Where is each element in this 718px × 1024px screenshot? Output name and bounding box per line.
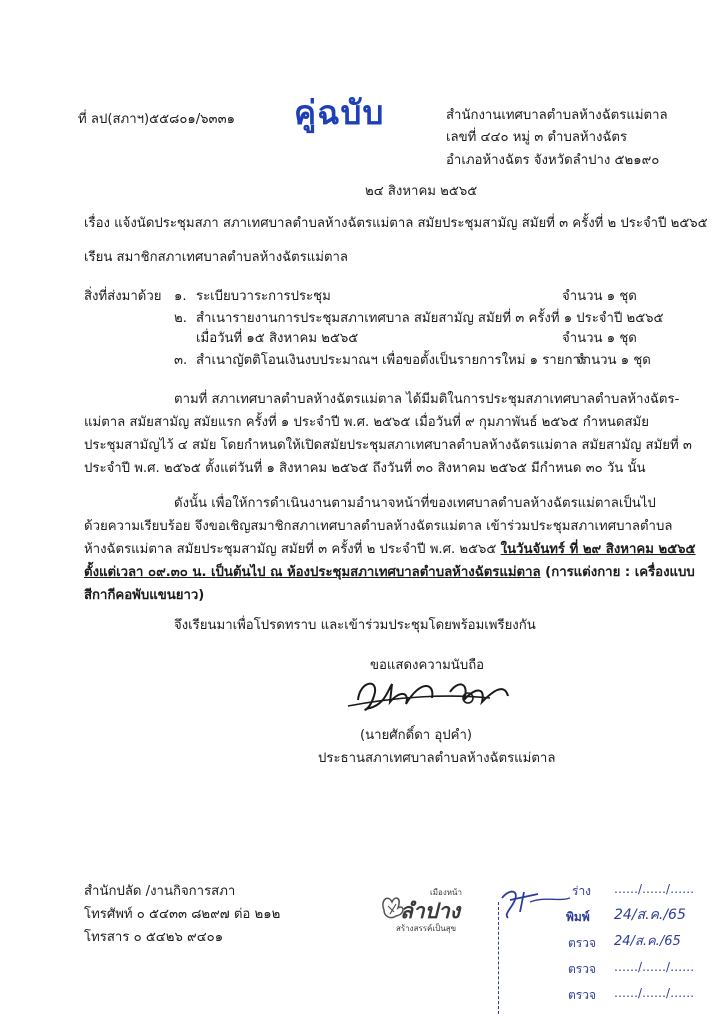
footer-fax: โทรสาร ๐ ๕๔๒๖ ๙๔๐๑ <box>84 930 224 945</box>
regards-line: ขอแสดงความนับถือ <box>370 658 485 673</box>
signatory-position: ประธานสภาเทศบาลตำบลห้างฉัตรแม่ตาล <box>318 751 556 766</box>
routing-value-check1: 24/ส.ค./65 <box>614 934 681 949</box>
dress-code-end: สีกากีคอพับแขนยาว) <box>84 588 205 603</box>
closing-line: จึงเรียนมาเพื่อโปรดทราบ และเข้าร่วมประชุมโดยพร้อมเพรียงกัน <box>174 618 536 633</box>
lampang-logo <box>376 886 472 934</box>
reference-number: ที่ ลป(สภาฯ)๕๕๘๐๑/๖๓๓๑ <box>78 112 235 127</box>
routing-label-draft: ร่าง <box>572 884 592 898</box>
routing-label-check1: ตรวจ <box>568 936 597 950</box>
para1-line3: ประชุมสามัญไว้ ๔ สมัย โดยกำหนดให้เปิดสมัยประชุมสภาเทศบาลตำบลห้างฉัตรแม่ตาล สมัยสามัญ สมัยที่ ๓ <box>84 438 692 453</box>
enclosure-num-2: ๒. <box>174 311 187 326</box>
meeting-time-place-emphasis: ตั้งแต่เวลา ๐๙.๓๐ น. เป็นต้นไป ณ ห้องประชุมสภาเทศบาลตำบลห้างฉัตรแม่ตาล <box>84 565 541 580</box>
logo-top-text: เมืองหน้า <box>430 888 462 897</box>
routing-label-check2: ตรวจ <box>568 962 597 976</box>
routing-value-draft: ……/……/…… <box>614 882 695 896</box>
para2-line1: ดังนั้น เพื่อให้การดำเนินงานตามอำนาจหน้าที่ของเทศบาลตำบลห้างฉัตรแม่ตาลเป็นไป <box>174 496 656 511</box>
routing-value-check3: ……/……/…… <box>614 986 695 1000</box>
enclosure-text-2b: เมื่อวันที่ ๑๕ สิงหาคม ๒๕๖๕ <box>196 331 359 346</box>
copy-stamp: คู่ฉบับ <box>294 93 385 132</box>
para1-line2: แม่ตาล สมัยสามัญ สมัยแรก ครั้งที่ ๑ ประจำปี พ.ศ. ๒๕๖๕ เมื่อวันที่ ๙ กุมภาพันธ์ ๒๕๖๕ กำหนดสมัย <box>84 415 649 430</box>
signatory-name: (นายศักดิ์ดา อุปคำ) <box>360 728 473 743</box>
enclosure-text-2: สำเนารายงานการประชุมสภาเทศบาล สมัยสามัญ สมัยที่ ๓ ครั้งที่ ๑ ประจำปี ๒๕๖๕ <box>196 311 664 326</box>
initials-scribble <box>480 880 576 1020</box>
para1-line1: ตามที่ สภาเทศบาลตำบลห้างฉัตรแม่ตาล ได้มีมติในการประชุมสภาเทศบาลตำบลห้างฉัตร- <box>174 392 680 407</box>
enclosure-qty-3: จำนวน ๑ ชุด <box>576 353 651 368</box>
dress-code-start: (การแต่งกาย : เครื่องแบบ <box>540 565 695 580</box>
para2-line3 <box>84 538 696 559</box>
office-address-line1: สำนักงานเทศบาลตำบลห้างฉัตรแม่ตาล <box>446 108 668 123</box>
enclosure-text-1: ระเบียบวาระการประชุม <box>196 289 331 304</box>
subject-line: เรื่อง แจ้งนัดประชุมสภา สภาเทศบาลตำบลห้างฉัตรแม่ตาล สมัยประชุมสามัญ สมัยที่ ๓ ครั้งที่ ๒ ประจำปี ๒๕๖๕ <box>84 216 708 231</box>
footer-department: สำนักปลัด /งานกิจการสภา <box>84 884 236 899</box>
para2-line2: ด้วยความเรียบร้อย จึงขอเชิญสมาชิกสภาเทศบาลตำบลห้างฉัตรแม่ตาล เข้าร่วมประชุมสภาเทศบาลตำบล <box>84 519 673 534</box>
addressee-line: เรียน สมาชิกสภาเทศบาลตำบลห้างฉัตรแม่ตาล <box>84 250 349 265</box>
routing-stamp-edge <box>498 902 500 1014</box>
para1-line4: ประจำปี พ.ศ. ๒๕๖๕ ตั้งแต่วันที่ ๑ สิงหาคม ๒๕๖๕ ถึงวันที่ ๓๐ สิงหาคม ๒๕๖๕ มีกำหนด ๓๐ วัน นั้น <box>84 461 646 476</box>
office-address-line3: อำเภอห้างฉัตร จังหวัดลำปาง ๕๒๑๙๐ <box>446 153 660 168</box>
routing-value-check2: ……/……/…… <box>614 960 695 974</box>
office-address-line2: เลขที่ ๔๔๐ หมู่ ๓ ตำบลห้างฉัตร <box>446 130 628 145</box>
handwritten-signature <box>340 670 530 716</box>
logo-bottom-text: สร้างสรรค์เป็นสุข <box>396 924 457 933</box>
footer-phone: โทรศัพท์ ๐ ๕๔๓๓ ๘๒๙๗ ต่อ ๒๑๒ <box>84 907 281 922</box>
routing-label-print: พิมพ์ <box>566 910 590 924</box>
meeting-date-emphasis: ในวันจันทร์ ที่ ๒๙ สิงหาคม ๒๕๖๕ <box>500 542 696 557</box>
routing-stamp <box>480 880 696 1020</box>
para2-line3-plain: ห้างฉัตรแม่ตาล สมัยประชุมสามัญ สมัยที่ ๓ ครั้งที่ ๒ ประจำปี พ.ศ. ๒๕๖๕ <box>84 542 501 557</box>
enclosure-qty-2: จำนวน ๑ ชุด <box>562 331 637 346</box>
routing-label-check3: ตรวจ <box>568 988 597 1002</box>
enclosure-num-3: ๓. <box>174 353 188 368</box>
enclosures-label: สิ่งที่ส่งมาด้วย <box>84 289 162 304</box>
routing-value-print: 24/ส.ค./65 <box>614 907 686 923</box>
letter-date: ๒๔ สิงหาคม ๒๕๖๕ <box>365 184 478 199</box>
enclosure-num-1: ๑. <box>174 289 187 304</box>
para2-line4 <box>84 561 695 582</box>
enclosure-text-3: สำเนาญัตติโอนเงินงบประมาณฯ เพื่อขอตั้งเป็นรายการใหม่ ๑ รายการ <box>196 353 587 368</box>
logo-main-text: ลำปาง <box>400 899 461 923</box>
enclosure-qty-1: จำนวน ๑ ชุด <box>562 289 637 304</box>
